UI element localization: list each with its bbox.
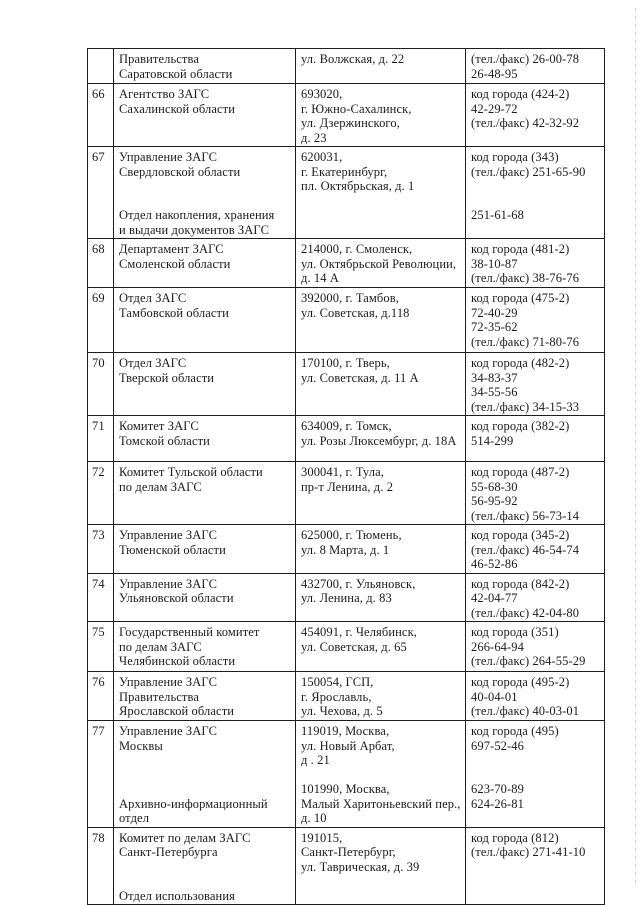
organization-name-cell [113, 525, 295, 573]
organization-name-cell [113, 353, 295, 415]
address-line: д. 14 А [301, 271, 339, 285]
address-line: 170100, г. Тверь, [301, 356, 390, 370]
phone-line: 266-64-94 [471, 639, 524, 654]
address-line: ул. Новый Арбат, [301, 738, 395, 753]
row-number-cell [88, 672, 113, 720]
organization-name-cell [113, 622, 295, 671]
phone-line: (тел./факс) 46-54-74 [471, 542, 580, 557]
organization-name-line: по делам ЗАГС [119, 479, 202, 494]
phone-cell [465, 416, 604, 461]
phone-line: (тел./факс) 34-15-33 [471, 399, 580, 414]
row-number [92, 52, 110, 67]
phone-line: 42-04-77 [471, 591, 518, 605]
row-number-cell [88, 462, 113, 524]
phone-line: 34-83-37 [471, 370, 518, 385]
address-line: 634009, г. Томск, [301, 419, 392, 433]
organization-name-line: Томской области [119, 433, 210, 448]
address-line: ул. Розы Люксембург, д. 18А [301, 433, 457, 448]
phone-cell [465, 622, 604, 671]
organization-name-line: Агентство ЗАГС [119, 87, 210, 101]
address-line: д. 23 [301, 130, 327, 145]
address-line: ул. Таврическая, д. 39 [301, 859, 420, 874]
address-line: ул. Дзержинского, [301, 116, 400, 130]
organization-name-cell [113, 49, 295, 83]
table-row [88, 352, 604, 415]
organization-name-line: Ярославской области [119, 704, 235, 718]
phone-line: (тел./факс) 26-00-78 [471, 52, 580, 66]
organization-name-cell [113, 288, 295, 352]
address-line: пл. Октябрьская, д. 1 [301, 179, 415, 193]
row-number-cell [88, 353, 113, 415]
organization-name-line: по делам ЗАГС [119, 639, 202, 654]
table-row [88, 238, 604, 287]
row-number-cell [88, 525, 113, 573]
row-number: 71 [92, 419, 105, 433]
address-cell [295, 672, 465, 720]
organization-name-line: Челябинской области [119, 654, 236, 668]
table-row [88, 671, 604, 720]
organization-name-cell [113, 721, 295, 827]
organization-name-line: Управление ЗАГС [119, 675, 218, 689]
row-number-cell [88, 828, 113, 905]
organization-name-line: Свердловской области [119, 164, 241, 179]
phone-cell [465, 239, 604, 287]
phone-line: 697-52-46 [471, 738, 524, 753]
address-line: 620031, [301, 150, 343, 164]
address-cell [295, 416, 465, 461]
table-row [88, 827, 604, 905]
organization-name-line: Комитет по делам ЗАГС [119, 830, 251, 845]
row-number: 66 [92, 87, 105, 101]
phone-line: код города (481-2) [471, 242, 570, 256]
address-line: 119019, Москва, [301, 724, 390, 738]
organization-name-line [119, 768, 292, 783]
phone-line: (тел./факс) 56-73-14 [471, 508, 580, 523]
organization-name-line [119, 194, 292, 209]
row-number-cell [88, 49, 113, 83]
address-line: ул. Советская, д. 11 А [301, 370, 419, 385]
row-number-cell [88, 239, 113, 287]
address-line: 392000, г. Тамбов, [301, 291, 399, 305]
phone-line: 72-40-29 [471, 305, 518, 320]
organization-name-line: и выдачи документов ЗАГС [119, 222, 270, 237]
organization-name-cell [113, 147, 295, 238]
address-line: 191015, [301, 830, 343, 845]
phone-line: 624-26-81 [471, 796, 524, 811]
phone-line: код города (487-2) [471, 465, 570, 479]
phone-line: (тел./факс) 264-55-29 [471, 654, 586, 668]
phone-cell [465, 147, 604, 238]
organization-name-line [119, 860, 292, 875]
address-cell [295, 288, 465, 352]
phone-line: 46-52-86 [471, 557, 518, 571]
phone-line [471, 768, 601, 783]
address-line: 214000, г. Смоленск, [301, 242, 413, 256]
organization-name-cell [113, 574, 295, 622]
table-row [88, 287, 604, 352]
address-cell [295, 239, 465, 287]
phone-line: 72-35-62 [471, 320, 518, 334]
row-number-cell [88, 84, 113, 146]
organization-name-line: Отдел ЗАГС [119, 356, 187, 370]
address-line: г. Екатеринбург, [301, 164, 388, 179]
address-cell [295, 574, 465, 622]
address-cell [295, 828, 465, 905]
table-row [88, 524, 604, 573]
organization-name-line: отдел [119, 811, 150, 825]
organization-name-line: Смоленской области [119, 256, 231, 271]
organization-name-cell [113, 462, 295, 524]
row-number: 78 [92, 830, 105, 845]
phone-line: 26-48-95 [471, 66, 518, 81]
phone-line: (тел./факс) 42-32-92 [471, 116, 580, 130]
row-number-cell [88, 622, 113, 671]
zags-contacts-table [87, 48, 605, 905]
phone-line: 514-299 [471, 433, 514, 448]
organization-name-line: Управление ЗАГС [119, 724, 218, 738]
organization-name-cell [113, 84, 295, 146]
phone-cell [465, 721, 604, 827]
phone-cell [465, 49, 604, 83]
address-line: 101990, Москва, [301, 782, 390, 796]
phone-line: код города (345-2) [471, 528, 570, 542]
address-cell [295, 622, 465, 671]
organization-name-line [119, 179, 292, 194]
row-number: 73 [92, 528, 105, 542]
phone-line: код города (382-2) [471, 419, 570, 433]
address-line: 150054, ГСП, [301, 675, 374, 689]
phone-line: 40-04-01 [471, 689, 518, 704]
phone-cell [465, 462, 604, 524]
phone-line: (тел./факс) 271-41-10 [471, 845, 586, 859]
phone-line: (тел./факс) 40-03-01 [471, 704, 580, 718]
phone-line: код города (475-2) [471, 291, 570, 305]
row-number: 76 [92, 675, 105, 689]
organization-name-line: Управление ЗАГС [119, 576, 218, 591]
row-number: 74 [92, 576, 105, 591]
phone-cell [465, 525, 604, 573]
address-line: Санкт-Петербург, [301, 845, 396, 859]
phone-line: код города (482-2) [471, 356, 570, 370]
address-line: ул. Советская, д. 65 [301, 639, 407, 654]
organization-name-line: Отдел накопления, хранения [119, 208, 275, 222]
phone-line: код города (842-2) [471, 576, 570, 591]
phone-line: (тел./факс) 71-80-76 [471, 334, 580, 349]
organization-name-cell [113, 672, 295, 720]
organization-name-line: Тверской области [119, 370, 215, 385]
phone-line: код города (812) [471, 830, 559, 845]
organization-name-line: Тюменской области [119, 542, 226, 557]
phone-line: 623-70-89 [471, 782, 524, 796]
phone-line: 42-29-72 [471, 101, 518, 116]
phone-line: 56-95-92 [471, 494, 518, 508]
address-line: Малый Харитоньевский пер., [301, 796, 461, 811]
organization-name-line: Архивно-информационный [119, 796, 268, 811]
row-number-cell [88, 147, 113, 238]
organization-name-line: Москвы [119, 738, 163, 753]
row-number-cell [88, 574, 113, 622]
organization-name-line: Государственный комитет [119, 625, 260, 639]
organization-name-line: Тамбовской области [119, 305, 229, 320]
organization-name-cell [113, 828, 295, 905]
address-cell [295, 525, 465, 573]
address-line: д . 21 [301, 753, 330, 767]
table-row [88, 461, 604, 524]
phone-line [471, 179, 601, 194]
scan-edge-artifact [635, 8, 636, 888]
address-line: ул. Ленина, д. 83 [301, 591, 392, 605]
organization-name-line: Отдел ЗАГС [119, 291, 187, 305]
phone-line: 34-55-56 [471, 385, 518, 399]
phone-line: 251-61-68 [471, 208, 524, 222]
organization-name-cell [113, 416, 295, 461]
row-number: 75 [92, 625, 105, 639]
phone-line: (тел./факс) 42-04-80 [471, 605, 580, 620]
organization-name-line [119, 753, 292, 768]
address-line: ул. Советская, д.118 [301, 305, 410, 320]
address-line [301, 768, 462, 783]
organization-name-line: Правительства [119, 689, 199, 704]
organization-name-line [119, 782, 292, 797]
address-cell [295, 147, 465, 238]
row-number: 77 [92, 724, 105, 738]
phone-line: код города (495-2) [471, 675, 570, 689]
address-line: г. Южно-Сахалинск, [301, 101, 412, 116]
table-row [88, 146, 604, 238]
row-number: 72 [92, 465, 105, 479]
address-cell [295, 49, 465, 83]
phone-cell [465, 828, 604, 905]
address-line: ул. Чехова, д. 5 [301, 704, 383, 718]
address-line: 432700, г. Ульяновск, [301, 576, 416, 591]
address-line: 693020, [301, 87, 343, 101]
organization-name-line: Ульяновской области [119, 591, 234, 605]
address-line: г. Ярославль, [301, 689, 372, 704]
phone-line: 38-10-87 [471, 256, 518, 271]
phone-line: (тел./факс) 251-65-90 [471, 164, 586, 179]
table-row [88, 621, 604, 671]
organization-name-line: Комитет ЗАГС [119, 419, 199, 433]
row-number: 67 [92, 150, 105, 164]
address-cell [295, 353, 465, 415]
address-line: ул. 8 Марта, д. 1 [301, 542, 390, 557]
phone-cell [465, 84, 604, 146]
address-cell [295, 462, 465, 524]
address-cell [295, 84, 465, 146]
phone-line: 55-68-30 [471, 479, 518, 494]
organization-name-line: Саратовской области [119, 66, 233, 81]
phone-cell [465, 353, 604, 415]
organization-name-line: Комитет Тульской области [119, 465, 263, 479]
table-row [88, 720, 604, 827]
phone-line: код города (495) [471, 724, 559, 738]
row-number-cell [88, 416, 113, 461]
address-line: 625000, г. Тюмень, [301, 528, 402, 542]
table-row [88, 573, 604, 622]
organization-name-cell [113, 239, 295, 287]
address-line: ул. Волжская, д. 22 [301, 52, 405, 66]
table-row [88, 83, 604, 146]
row-number-cell [88, 288, 113, 352]
phone-line: (тел./факс) 38-76-76 [471, 271, 580, 285]
address-cell [295, 721, 465, 827]
organization-name-line: Правительства [119, 52, 199, 66]
table-row [88, 49, 604, 83]
row-number: 70 [92, 356, 105, 370]
organization-name-line: Управление ЗАГС [119, 528, 218, 542]
row-number: 68 [92, 242, 105, 256]
row-number: 69 [92, 291, 105, 305]
address-line: пр-т Ленина, д. 2 [301, 479, 394, 494]
address-line: ул. Октябрьской Революции, [301, 256, 457, 271]
phone-line: код города (424-2) [471, 87, 570, 101]
organization-name-line [119, 874, 292, 889]
organization-name-line: Сахалинской области [119, 101, 235, 116]
address-line: д. 10 [301, 811, 327, 825]
organization-name-line: Отдел использования [119, 888, 235, 903]
address-line: 454091, г. Челябинск, [301, 625, 417, 639]
row-number-cell [88, 721, 113, 827]
phone-cell [465, 672, 604, 720]
phone-line [471, 194, 601, 209]
phone-line: код города (343) [471, 150, 559, 164]
address-line: 300041, г. Тула, [301, 465, 384, 479]
phone-cell [465, 288, 604, 352]
organization-name-line: Санкт-Петербурга [119, 845, 218, 859]
organization-name-line: Департамент ЗАГС [119, 242, 224, 256]
phone-line [471, 753, 601, 768]
phone-line: код города (351) [471, 625, 559, 639]
organization-name-line: Управление ЗАГС [119, 150, 218, 164]
table-row [88, 415, 604, 461]
phone-cell [465, 574, 604, 622]
